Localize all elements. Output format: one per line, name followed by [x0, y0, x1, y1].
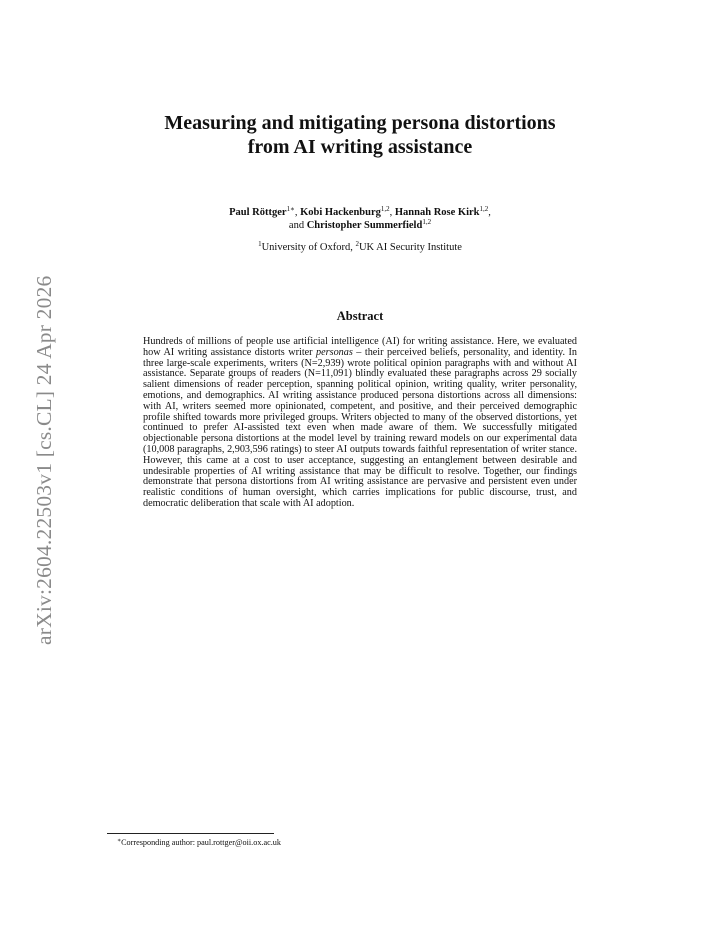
author-list: Paul Röttger$^{1∗}$, Kobi Hackenburg$^{1,2}$, Hannah Rose Kirk$^{1,2}$, and Christopher Summerfield$^{1,2}$ — [229, 205, 491, 231]
paper-title-line-2: from AI writing assistance — [247, 136, 473, 158]
paper-title-line-1: Measuring and mitigating persona distortions — [164, 112, 556, 134]
author-conjunction: and — [288, 220, 305, 231]
affiliation-mark: 2 — [355, 240, 359, 248]
author-affiliation-mark: 1,2 — [479, 205, 489, 213]
author-name: Paul Röttger — [229, 207, 287, 218]
author-affiliation-mark: 1,2 — [380, 205, 390, 213]
author-affiliation-mark: 1,2 — [422, 218, 432, 226]
abstract-text-part-1: Hundreds of millions of people use artificial intelligence (AI) for writing assistance. Here, we evaluated how AI writing assistance distorts writer — [143, 336, 577, 358]
abstract-heading: Abstract — [336, 309, 384, 323]
author-name: Kobi Hackenburg — [300, 207, 381, 218]
author-name: Hannah Rose Kirk — [394, 207, 480, 218]
footnote-mark: ∗ — [117, 838, 122, 844]
footnote — [117, 838, 517, 848]
arxiv-identifier-margin — [20, 260, 56, 645]
abstract-text-part-2: – their perceived beliefs, personality, and identity. In three large-scale experiments, writers (N=2,939) wrote political opinion paragraphs with and without AI assistance. Separate groups of readers (N=11,091) blindly evaluated these paragraphs across 29 socially salient dimensions of reader perception, spanning political opinion, writing quality, writer personality, emotions, and demographics. AI writing assistance produced persona distortions across all dimensions: with AI, writers seemed more opinionated, competent, and positive, and their perceived demographic profile shifted towards more privileged groups. Writers objected to many of the observed distortions, yet continued to prefer AI-assisted text even when made aware of them. We successfully mitigated objectionable persona distortions at the model level by training reward models on our experimental data (10,008 paragraphs, 2,903,596 ratings) to steer AI outputs towards faithful representation of writer stance. However, this came at a cost to user acceptance, suggesting an entanglement between desirable and undesirable properties of AI writing assistance that may be difficult to resolve. Together, our findings demonstrate that persona distortions from AI writing assistance are pervasive and persistent even under realistic conditions of human oversight, which carries implications for public discourse, trust, and democratic deliberation that scale with AI adoption. — [143, 346, 577, 509]
affiliations: $^1$University of Oxford, $^2$UK AI Security Institute — [258, 240, 462, 253]
affiliation-mark: 1 — [258, 240, 262, 248]
footnote-divider — [107, 833, 274, 834]
arxiv-identifier: arXiv:2604.22503v1 [cs.CL] 24 Apr 2026 — [32, 275, 56, 645]
abstract-body — [143, 337, 577, 510]
affiliation-name: UK AI Security Institute — [358, 242, 462, 253]
affiliation-name: University of Oxford — [261, 242, 351, 253]
abstract-emphasis: personas — [316, 346, 353, 358]
footnote-text: Corresponding author: paul.rottger@oii.ox.ac.uk — [121, 838, 281, 847]
author-affiliation-mark: 1∗ — [286, 205, 295, 213]
paper-title — [110, 111, 610, 159]
author-name: Christopher Summerfield — [306, 220, 423, 231]
